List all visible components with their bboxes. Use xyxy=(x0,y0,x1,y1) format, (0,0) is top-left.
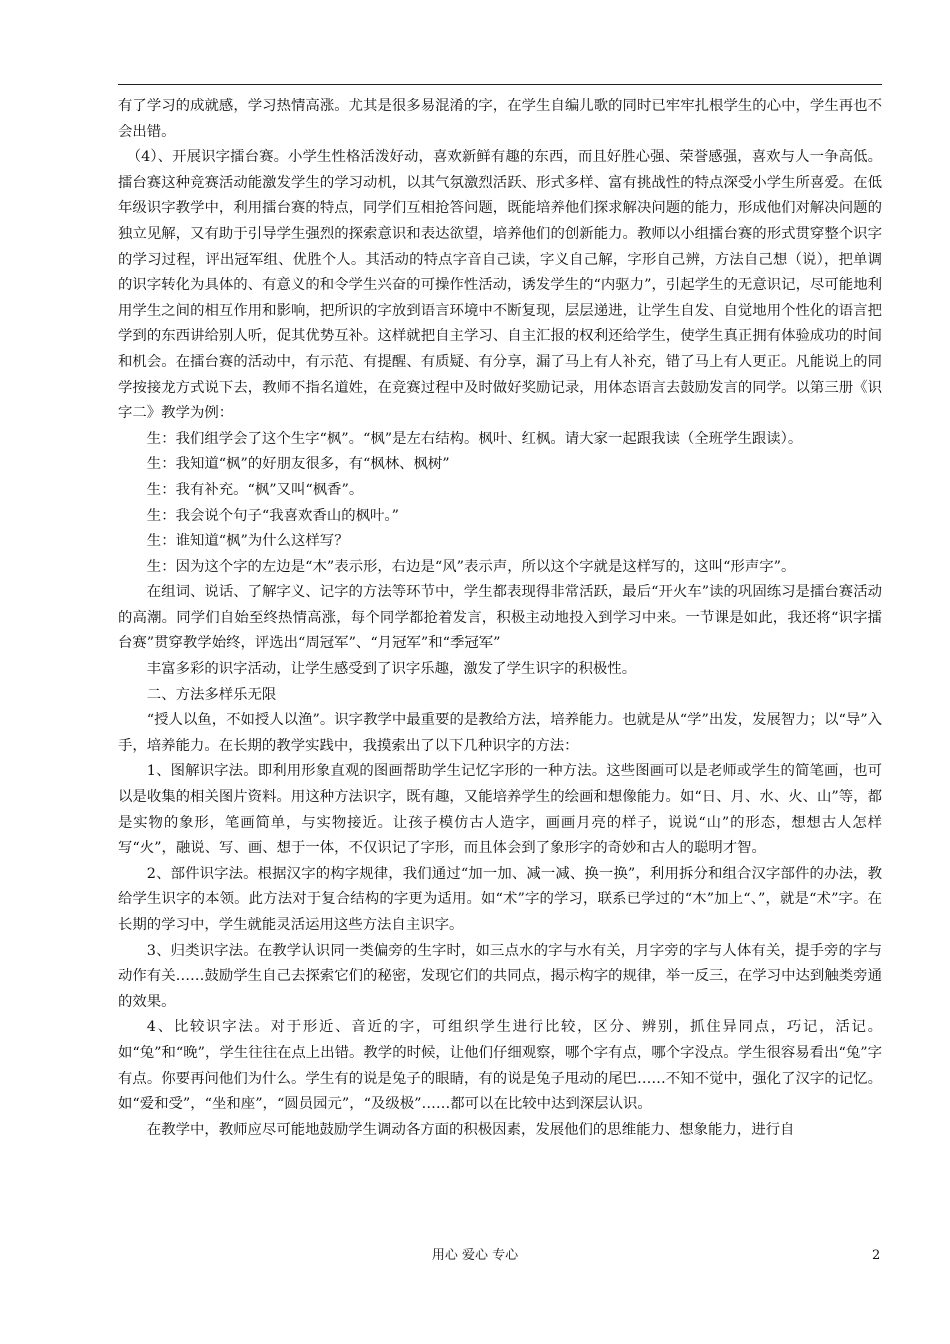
paragraph: 4、比较识字法。对于形近、音近的字，可组织学生进行比较，区分、辨别，抓住异同点，巧记，活记。如“兔”和“晚”，学生往往在点上出错。教学的时候，让他们仔细观察，哪个字有点，哪个字没点。学生很容易看出“兔”字有点。你要再问他们为什么。学生有的说是兔子的眼睛，有的说是兔子甩动的尾巴……不知不觉中，强化了汉字的记忆。如“爱和受”，“坐和座”，“圆员园元”，“及级极”……都可以在比较中达到深层认识。 xyxy=(118,1019,882,1113)
paragraph: 生：我有补充。“枫”又叫“枫香”。 xyxy=(146,481,364,498)
paragraph: 丰富多彩的识字活动，让学生感受到了识字乐趣，激发了学生识字的积极性。 xyxy=(146,661,637,678)
paragraph: 生：谁知道“枫”为什么这样写？ xyxy=(146,533,349,550)
document-body xyxy=(118,94,882,1143)
paragraph: 2、部件识字法。根据汉字的构字规律，我们通过“加一加、减一减、换一换”，利用拆分和组合汉字部件的办法，教给学生识字的本领。此方法对于复合结构的字更为适用。如“术”字的学习，联系已学过的“木”加上“、”，就是“术”字。在长期的学习中，学生就能灵活运用这些方法自主识字。 xyxy=(118,865,882,933)
paragraph: 在组词、说话、了解字义、记字的方法等环节中，学生都表现得非常活跃，最后“开火车”读的巩固练习是擂台赛活动的高潮。同学们自始至终热情高涨，每个同学都抢着发言，积极主动地投入到学习中来。一节课是如此，我还将“识字擂台赛”贯穿教学始终，评选出“周冠军”、“月冠军”和“季冠军” xyxy=(118,584,882,652)
header-rule xyxy=(118,84,882,85)
paragraph: 1、图解识字法。即利用形象直观的图画帮助学生记忆字形的一种方法。这些图画可以是老师或学生的简笔画，也可以是收集的相关图片资料。用这种方法识字，既有趣，又能培养学生的绘画和想像能力。如“日、月、水、火、山”等，都是实物的象形，笔画简单，与实物接近。让孩子模仿古人造字，画画月亮的样子，说说“山”的形态，想想古人怎样写“火”，融说、写、画、想于一体，不仅识记了字形，而且体会到了象形字的奇妙和古人的聪明才智。 xyxy=(118,763,882,857)
footer-slogan: 用心 爱心 专心 xyxy=(431,1248,519,1263)
paragraph: 生：我会说个句子“我喜欢香山的枫叶。” xyxy=(146,507,399,524)
page-number: 2 xyxy=(872,1248,881,1263)
paragraph: 有了学习的成就感，学习热情高涨。尤其是很多易混淆的字，在学生自编儿歌的同时已牢牢扎根学生的心中，学生再也不会出错。 xyxy=(118,98,882,140)
paragraph: 生：因为这个字的左边是“木”表示形，右边是“风”表示声，所以这个字就是这样写的，这叫“形声字”。 xyxy=(146,558,796,575)
paragraph: “授人以鱼，不如授人以渔”。识字教学中最重要的是教给方法，培养能力。也就是从“学”出发，发展智力；以“导”入手，培养能力。在长期的教学实践中，我摸索出了以下几种识字的方法： xyxy=(118,712,882,754)
paragraph: 在教学中，教师应尽可能地鼓励学生调动各方面的积极因素，发展他们的思维能力、想象能力，进行自 xyxy=(146,1121,795,1138)
paragraph: 生：我知道“枫”的好朋友很多，有“枫林、枫树” xyxy=(146,456,450,473)
paragraph: （4）、开展识字擂台赛。小学生性格活泼好动，喜欢新鲜有趣的东西，而且好胜心强、荣誉感强，喜欢与人一争高低。擂台赛这种竞赛活动能激发学生的学习动机，以其气氛激烈活跃、形式多样、富有挑战性的特点深受小学生所喜爱。在低年级识字教学中，利用擂台赛的特点，同学们互相抢答问题，既能培养他们探求解决问题的能力，形成他们对解决问题的独立见解，又有助于引导学生强烈的探索意识和表达欲望，培养他们的创新能力。教师以小组擂台赛的形式贯穿整个识字的学习过程，评出冠军组、优胜个人。其活动的特点字音自己读，字义自己解，字形自己辨，方法自己想（说），把单调的识字转化为具体的、有意义的和令学生兴奋的可操作性活动，诱发学生的“内驱力”，引起学生的无意识记，尽可能地利用学生之间的相互作用和影响，把所识的字放到语言环境中不断复现，层层递进，让学生自发、自觉地用个性化的语言把学到的东西讲给别人听，促其优势互补。这样就把自主学习、自主汇报的权利还给学生，使学生真正拥有体验成功的时间和机会。在擂台赛的活动中，有示范、有提醒、有质疑、有分享，漏了马上有人补充，错了马上有人更正。凡能说上的同学按接龙方式说下去，教师不指名道姓，在竞赛过程中及时做好奖励记录，用体态语言去鼓励发言的同学。以第三册《识字二》教学为例： xyxy=(118,149,882,422)
paragraph: 3、归类识字法。在教学认识同一类偏旁的生字时，如三点水的字与水有关，月字旁的字与人体有关，提手旁的字与动作有关……鼓励学生自己去探索它们的秘密，发现它们的共同点，揭示构字的规律，举一反三，在学习中达到触类旁通的效果。 xyxy=(118,942,882,1010)
paragraph: 二、方法多样乐无限 xyxy=(146,686,277,703)
paragraph: 生：我们组学会了这个生字“枫”。“枫”是左右结构。枫叶、红枫。请大家一起跟我读（全班学生跟读）。 xyxy=(146,430,803,447)
